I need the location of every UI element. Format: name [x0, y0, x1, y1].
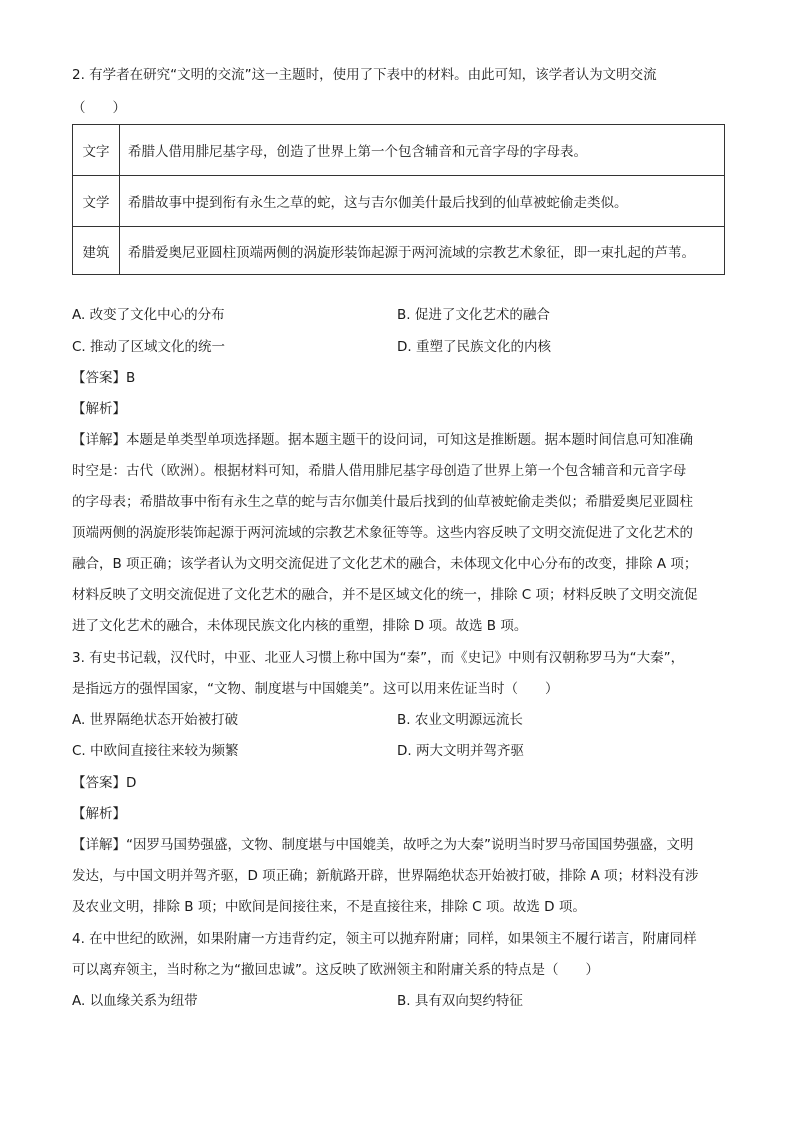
q4-option-a[interactable]: A. 以血缘关系为纽带	[72, 993, 198, 1009]
q3-detail-line: 发达，与中国文明并驾齐驱，D 项正确；新航路开辟，世界隔绝状态开始被打破，排除 A 项；材料没有涉	[72, 868, 699, 884]
table-value-cell: 希腊爱奥尼亚圆柱顶端两侧的涡旋形装饰起源于两河流域的宗教艺术象征，即一束扎起的芦苇。	[120, 227, 725, 275]
q2-stem-line-1: 2. 有学者在研究“文明的交流”这一主题时，使用了下表中的材料。由此可知，该学者认为文明交流	[72, 67, 657, 83]
q2-analysis-label: 【解析】	[72, 401, 126, 417]
table-row	[73, 125, 725, 176]
table-row	[73, 176, 725, 227]
q3-stem-line-1: 3. 有史书记载，汉代时，中亚、北亚人习惯上称中国为“秦”，而《史记》中则有汉朝称罗马为“大秦”，	[72, 650, 685, 666]
q3-option-d[interactable]: D. 两大文明并驾齐驱	[397, 743, 524, 759]
q3-option-b[interactable]: B. 农业文明源远流长	[397, 712, 523, 728]
q3-option-a[interactable]: A. 世界隔绝状态开始被打破	[72, 712, 239, 728]
table-key-cell: 建筑	[73, 227, 120, 275]
table-key-cell: 文字	[73, 125, 120, 176]
q2-option-b[interactable]: B. 促进了文化艺术的融合	[397, 307, 550, 323]
q2-option-d[interactable]: D. 重塑了民族文化的内核	[397, 339, 551, 355]
q2-detail-line: 【详解】本题是单类型单项选择题。据本题主题干的设问词，可知这是推断题。据本题时间信息可知准确	[72, 432, 693, 448]
q2-detail-line: 时空是：古代（欧洲）。根据材料可知，希腊人借用腓尼基字母创造了世界上第一个包含辅音和元音字母	[72, 463, 687, 479]
q2-answer: 【答案】B	[72, 370, 136, 386]
table-key-cell: 文学	[73, 176, 120, 227]
q3-detail-line: 及农业文明，排除 B 项；中欧间是间接往来，不是直接往来，排除 C 项。故选 D 项。	[72, 899, 586, 915]
q3-analysis-label: 【解析】	[72, 806, 126, 822]
q2-option-c[interactable]: C. 推动了区域文化的统一	[72, 339, 226, 355]
q3-answer: 【答案】D	[72, 775, 137, 791]
table-row	[73, 227, 725, 275]
q2-stem-line-2: （ ）	[72, 100, 126, 116]
q4-option-b[interactable]: B. 具有双向契约特征	[397, 993, 523, 1009]
q2-detail-line: 进了文化艺术的融合，未体现民族文化内核的重塑，排除 D 项。故选 B 项。	[72, 618, 528, 634]
q4-stem-line-2: 可以离弃领主，当时称之为“撤回忠诚”。这反映了欧洲领主和附庸关系的特点是（ ）	[72, 962, 599, 978]
q3-option-c[interactable]: C. 中欧间直接往来较为频繁	[72, 743, 239, 759]
material-table	[72, 124, 725, 275]
q2-detail-line: 融合，B 项正确；该学者认为文明交流促进了文化艺术的融合，未体现文化中心分布的改变，排除 A 项；	[72, 556, 698, 572]
q3-detail-line: 【详解】“因罗马国势强盛，文物、制度堪与中国媲美，故呼之为大秦”说明当时罗马帝国国势强盛，文明	[72, 837, 694, 853]
q2-detail-line: 顶端两侧的涡旋形装饰起源于两河流域的宗教艺术象征等等。这些内容反映了文明交流促进了文化艺术的	[72, 525, 693, 541]
q3-stem-line-2: 是指远方的强悍国家，“文物、制度堪与中国媲美”。这可以用来佐证当时（ ）	[72, 681, 559, 697]
q2-option-a[interactable]: A. 改变了文化中心的分布	[72, 307, 225, 323]
q2-detail-line: 的字母表；希腊故事中衔有永生之草的蛇与吉尔伽美什最后找到的仙草被蛇偷走类似；希腊爱奥尼亚圆柱	[72, 494, 693, 510]
table-value-cell: 希腊人借用腓尼基字母，创造了世界上第一个包含辅音和元音字母的字母表。	[120, 125, 725, 176]
q4-stem-line-1: 4. 在中世纪的欧洲，如果附庸一方违背约定，领主可以抛弃附庸；同样，如果领主不履行诺言，附庸同样	[72, 931, 697, 947]
table-value-cell: 希腊故事中提到衔有永生之草的蛇，这与吉尔伽美什最后找到的仙草被蛇偷走类似。	[120, 176, 725, 227]
q2-detail-line: 材料反映了文明交流促进了文化艺术的融合，并不是区域文化的统一，排除 C 项；材料反映了文明交流促	[72, 587, 698, 603]
